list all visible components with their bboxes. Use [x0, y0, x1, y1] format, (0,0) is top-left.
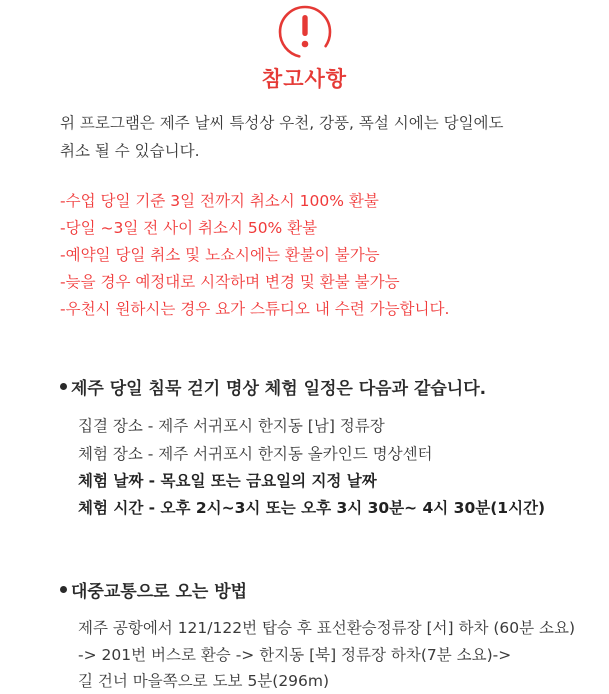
refund-policy-item: -우천시 원하시는 경우 요가 스튜디오 내 수련 가능합니다. [60, 300, 450, 318]
schedule-heading [60, 374, 486, 399]
refund-policy-item: -예약일 당일 취소 및 노쇼시에는 환불이 불가능 [60, 246, 380, 264]
bullet-icon [60, 586, 67, 593]
schedule-heading-text: 제주 당일 침묵 걷기 명상 체험 일정은 다음과 같습니다. [71, 379, 487, 399]
notice-intro-line: 위 프로그램은 제주 날씨 특성상 우천, 강풍, 폭설 시에는 당일에도 [60, 114, 504, 132]
exclamation-circle-icon [277, 4, 333, 60]
schedule-date: 체험 날짜 - 목요일 또는 금요일의 지정 날짜 [78, 472, 377, 490]
refund-policy-item: -수업 당일 기준 3일 전까지 취소시 100% 환불 [60, 192, 379, 210]
schedule-venue: 체험 장소 - 제주 서귀포시 한지동 올카인드 명상센터 [78, 445, 433, 463]
transport-step: 제주 공항에서 121/122번 탑승 후 표선환승정류장 [서] 하차 (60분 소요) [78, 619, 576, 637]
refund-policy-item: -늦을 경우 예정대로 시작하며 변경 및 환불 불가능 [60, 273, 400, 291]
transport-step: -> 201번 버스로 환승 -> 한지동 [북] 정류장 하차(7분 소요)-> [78, 646, 512, 664]
schedule-time: 체험 시간 - 오후 2시~3시 또는 오후 3시 30분~ 4시 30분(1시간) [78, 499, 546, 517]
notice-title: 참고사항 [261, 67, 348, 91]
bullet-icon [60, 383, 67, 390]
refund-policy-item: -당일 ~3일 전 사이 취소시 50% 환불 [60, 219, 318, 237]
schedule-meeting-place: 집결 장소 - 제주 서귀포시 한지동 [남] 정류장 [78, 417, 385, 435]
notice-intro-line: 취소 될 수 있습니다. [60, 142, 200, 160]
transport-heading [60, 577, 247, 602]
transport-heading-text: 대중교통으로 오는 방법 [71, 582, 248, 602]
transport-step: 길 건너 마을쪽으로 도보 5분(296m) [78, 672, 330, 690]
